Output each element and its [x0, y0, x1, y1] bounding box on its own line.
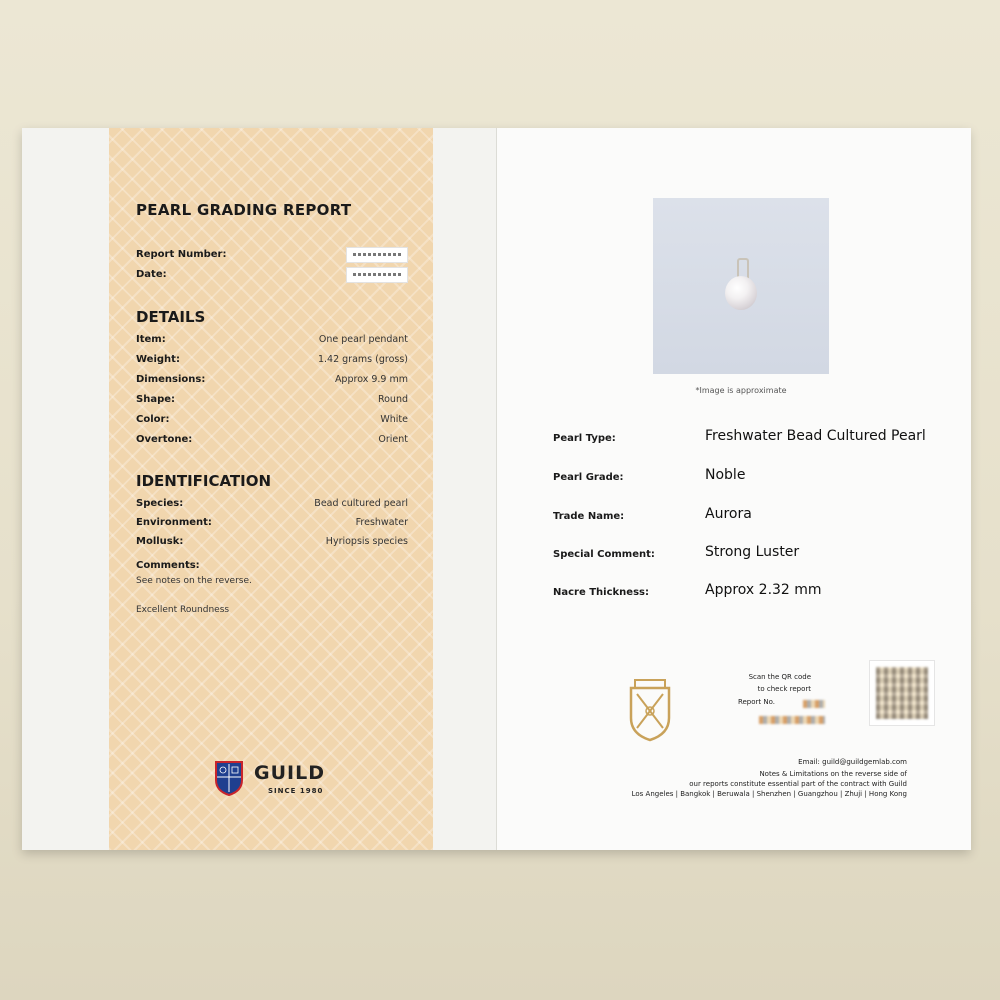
details-heading: DETAILS [136, 308, 206, 326]
spec-label: Pearl Type: [553, 433, 616, 444]
spec-value: Freshwater Bead Cultured Pearl [705, 428, 926, 444]
detail-value: Orient [378, 434, 408, 445]
qr-code[interactable] [869, 660, 935, 726]
spec-label: Trade Name: [553, 511, 625, 522]
spec-value: Noble [705, 467, 746, 483]
detail-value: Round [377, 394, 408, 405]
report-title: PEARL GRADING REPORT [136, 201, 352, 219]
identification-value: Freshwater [355, 517, 408, 528]
spec-label: Special Comment: [553, 549, 655, 560]
detail-label: Item: [136, 334, 166, 345]
detail-row [136, 374, 408, 388]
comments-note: See notes on the reverse. [136, 576, 252, 586]
spec-value: Strong Luster [705, 544, 800, 560]
identification-label: Species: [136, 498, 184, 509]
detail-value: White [380, 414, 408, 425]
identification-heading: IDENTIFICATION [136, 472, 272, 490]
spec-row [553, 428, 933, 448]
report-booklet [22, 128, 970, 850]
comment-extra: Excellent Roundness [136, 605, 230, 615]
identification-value: Bead cultured pearl [314, 498, 408, 509]
spec-row [553, 544, 933, 564]
report-code-redacted [759, 716, 825, 724]
date-redacted [346, 267, 408, 283]
spec-row [553, 467, 933, 487]
image-caption: *Image is approximate [695, 386, 787, 395]
detail-label: Dimensions: [136, 374, 206, 385]
notes-line-1: Notes & Limitations on the reverse side of [759, 770, 907, 778]
notes-line-2: our reports constitute essential part of the contract with Guild [689, 780, 907, 788]
left-page [22, 128, 496, 850]
spec-row [553, 582, 933, 602]
spec-row [553, 506, 933, 526]
detail-value: Approx 9.9 mm [334, 374, 408, 385]
guild-emblem-icon [627, 678, 673, 742]
report-no-label: Report No. [737, 698, 775, 706]
identification-label: Mollusk: [136, 536, 184, 547]
detail-value: One pearl pendant [318, 334, 408, 345]
spec-value: Approx 2.32 mm [705, 582, 822, 598]
detail-row [136, 354, 408, 368]
detail-row [136, 434, 408, 448]
pearl-image [725, 276, 757, 310]
report-number-label: Report Number: [136, 249, 227, 260]
locations-line: Los Angeles | Bangkok | Beruwala | Shenzhen | Guangzhou | Zhuji | Hong Kong [631, 790, 907, 798]
identification-row [136, 498, 408, 512]
detail-label: Shape: [136, 394, 176, 405]
detail-row [136, 394, 408, 408]
date-label: Date: [136, 269, 167, 280]
detail-row [136, 414, 408, 428]
pearl-photo [653, 198, 829, 374]
scan-line-1: Scan the QR code [748, 673, 811, 681]
scan-line-2: to check report [757, 685, 811, 693]
identification-row [136, 517, 408, 531]
right-page [496, 128, 971, 850]
comments-label: Comments: [136, 560, 200, 571]
identification-value: Hyriopsis species [325, 536, 408, 547]
report-number-row [136, 249, 408, 263]
spec-label: Nacre Thickness: [553, 587, 649, 598]
shield-icon [214, 760, 244, 796]
detail-value: 1.42 grams (gross) [317, 354, 408, 365]
identification-label: Environment: [136, 517, 212, 528]
date-row [136, 269, 408, 283]
spec-label: Pearl Grade: [553, 472, 624, 483]
report-number-redacted [346, 247, 408, 263]
email-line: Email: guild@guildgemlab.com [798, 758, 907, 766]
detail-label: Overtone: [136, 434, 193, 445]
guild-logo [214, 760, 334, 802]
logo-since: SINCE 1980 [268, 787, 324, 795]
detail-label: Weight: [136, 354, 180, 365]
detail-label: Color: [136, 414, 170, 425]
identification-row [136, 536, 408, 550]
spec-value: Aurora [705, 506, 752, 522]
qr-code-blurred [876, 667, 928, 719]
detail-row [136, 334, 408, 348]
logo-name: GUILD [254, 762, 325, 784]
report-no-redacted [803, 700, 825, 708]
